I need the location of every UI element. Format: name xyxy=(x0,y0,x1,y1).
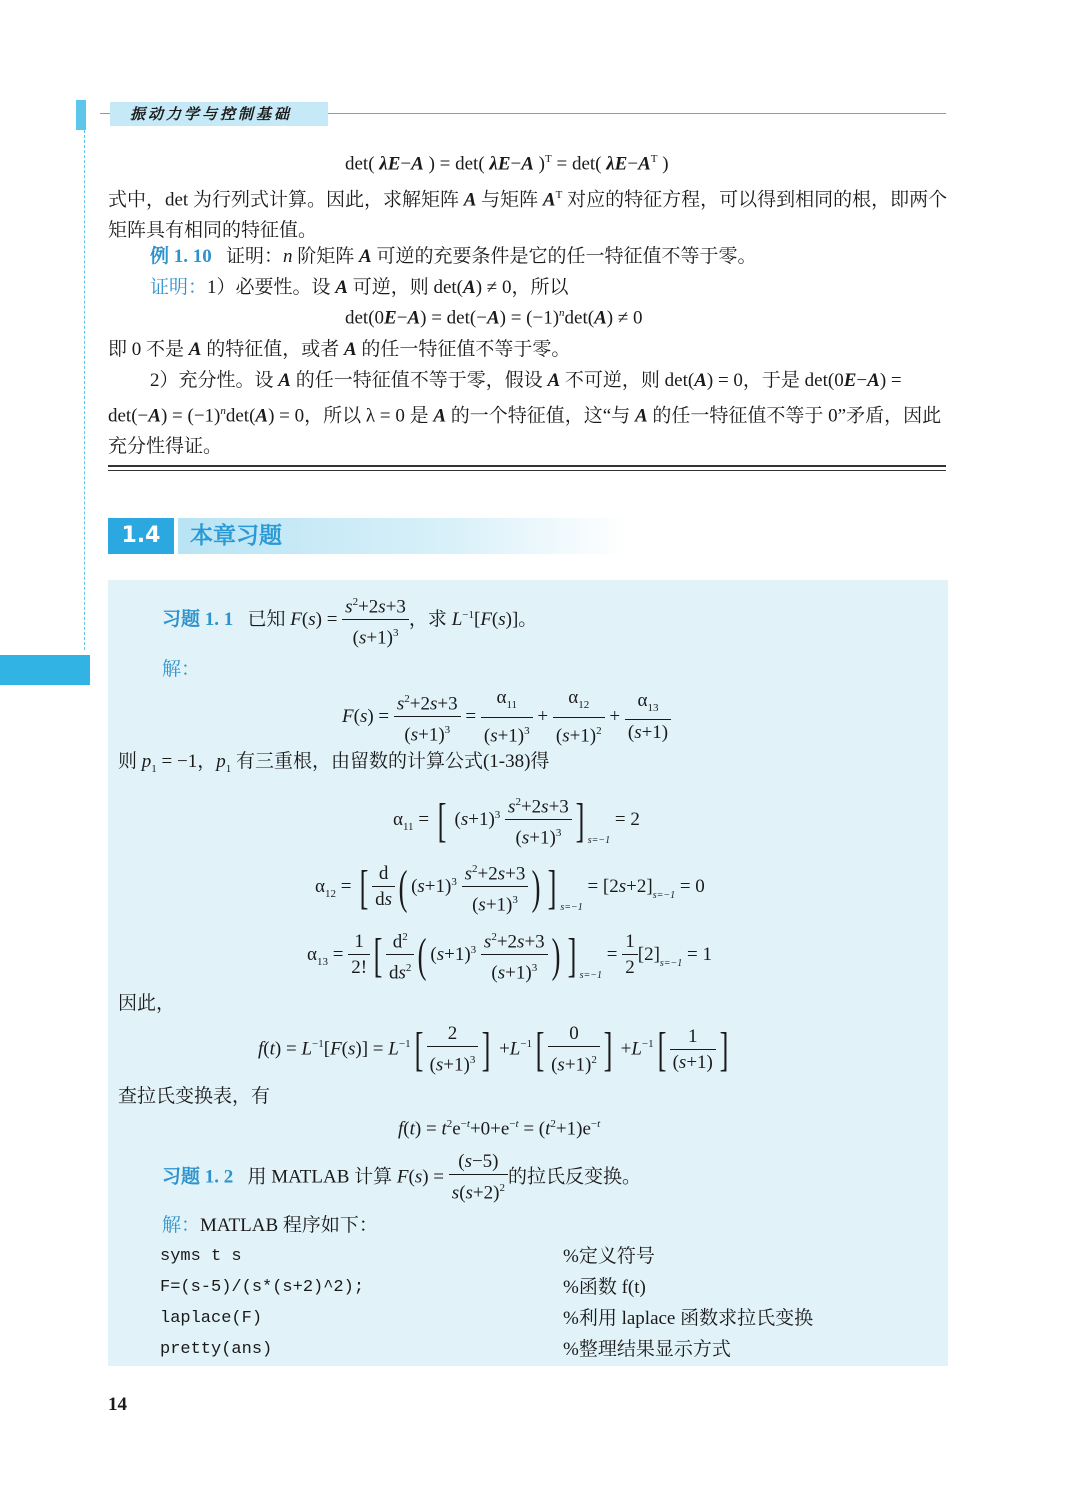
end-rule-thin xyxy=(108,470,946,471)
proof-2: 2）充分性。设 A 的任一特征值不等于零，假设 A 不可逆，则 det(A) = 0，于是 $\det(0E-A) = \det(-A) = (-1)^n\det(A) = 0$，所以 λ = 0 是 A 的一个特征值，这“与 A 的任一特征值不等于 0”矛盾，因此充分性得证。 xyxy=(108,370,942,458)
section-title: 本章习题 xyxy=(178,518,628,554)
equation-alpha11: $\alpha_{11}$ = [ $(s+1)^3$ $\frac{s^2+2s+3}{(s+1)^3}$ ] $_{s=-1}$ = 2 xyxy=(393,790,640,852)
example-1-10: 例 1. 10 证明：n 阶矩阵 A 可逆的充要条件是它的任一特征值不等于零。 xyxy=(150,246,757,267)
code-line: laplace(F) xyxy=(160,1309,263,1328)
side-tab xyxy=(0,655,90,685)
end-rule-thick xyxy=(108,465,946,467)
page-number: 14 xyxy=(108,1394,127,1415)
code-line: F=(s-5)/(s*(s+2)^2); xyxy=(160,1278,365,1297)
code-comment: %整理结果显示方式 xyxy=(563,1339,731,1360)
section-number: 1.4 xyxy=(108,518,174,554)
equation-inverse-transform: $f(t) = L^{-1}[F(s)] = L^{-1}$[ $\frac{2}{(s+1)^3}$ ] $+L^{-1}$[ $\frac{0}{(s+1)^2}$ ] $+L^{-1}$[ $\frac{1}{(s+1)}$ ] xyxy=(258,1023,729,1077)
paragraph-1: 式中，det 为行列式计算。因此，求解矩阵 A 与矩阵 $A^T$ 对应的特征方程，可以得到相同的根，即两个矩阵具有相同的特征值。 xyxy=(108,189,948,242)
equation-det: det( λE−A ) = det( λE−A )$^T$ = det( $\lambda E-A^T$ ) xyxy=(345,153,669,175)
code-comment: %函数 f(t) xyxy=(563,1277,646,1298)
proof-1: 证明：1）必要性。设 A 可逆，则 det(A) ≠ 0，所以 xyxy=(150,277,569,298)
running-title: 振动力学与控制基础 xyxy=(110,102,328,126)
therefore-text: 因此， xyxy=(118,993,176,1014)
exercise-1-1: 习题 1. 1 已知 F(s) = $\frac{s^2+2s+3}{(s+1)^3}$ ，求 $L^{-1}[F(s)]$。 xyxy=(162,590,537,652)
equation-alpha13: $\alpha_{13}$ = $\frac{1}{2!}$ [ $\frac{d^2}{ds^2}$ ( $(s+1)^3$ $\frac{s^2+2s+3}{(s+1)^3}$ ) ] $_{s=-1}$ = $\frac{1}{2}$ $[2]_{s=-1} = 1$ xyxy=(307,925,712,987)
code-line: pretty(ans) xyxy=(160,1340,273,1359)
code-line: syms t s xyxy=(160,1247,242,1266)
equation-partial-fraction: F(s) = $\frac{s^2+2s+3}{(s+1)^3}$ = $\frac{\alpha_{11}}{(s+1)^3}$ + $\frac{\alpha_{12}}{(s+1)^2}$ + $\frac{\alpha_{13}}{(s+1)}$ xyxy=(342,686,671,749)
code-comment: %定义符号 xyxy=(563,1246,655,1267)
residue-text: 则 $p_1 = -1$，$p_1$ 有三重根，由留数的计算公式(1-38)得 xyxy=(118,751,550,775)
solution-2: 解：MATLAB 程序如下： xyxy=(162,1215,378,1236)
equation-det0: $\det(0E-A) = \det(-A) = (-1)^n\det(A) \ne 0$ xyxy=(345,307,643,329)
margin-dashed-line xyxy=(84,130,85,650)
proof-1b: 即 0 不是 A 的特征值，或者 A 的任一特征值不等于零。 xyxy=(108,339,571,360)
equation-result: $f(t) = t^2e^{-t}+0+e^{-t} = (t^2+1)e^{-t}$ xyxy=(398,1118,601,1140)
equation-alpha12: $\alpha_{12}$ = [ $\frac{d}{ds}$ ( $(s+1)^3$ $\frac{s^2+2s+3}{(s+1)^3}$ ) ] $_{s=-1} = [2s+2]_{s=-1} = 0$ xyxy=(315,857,705,919)
code-comment: %利用 laplace 函数求拉氏变换 xyxy=(563,1308,814,1329)
exercise-1-2: 习题 1. 2 用 MATLAB 计算 F(s) = $\frac{(s-5)}{s(s+2)^2}$ 的拉氏反变换。 xyxy=(162,1151,641,1204)
solution-label: 解： xyxy=(162,659,201,680)
lookup-text: 查拉氏变换表，有 xyxy=(118,1086,271,1107)
header-marker xyxy=(76,100,86,130)
